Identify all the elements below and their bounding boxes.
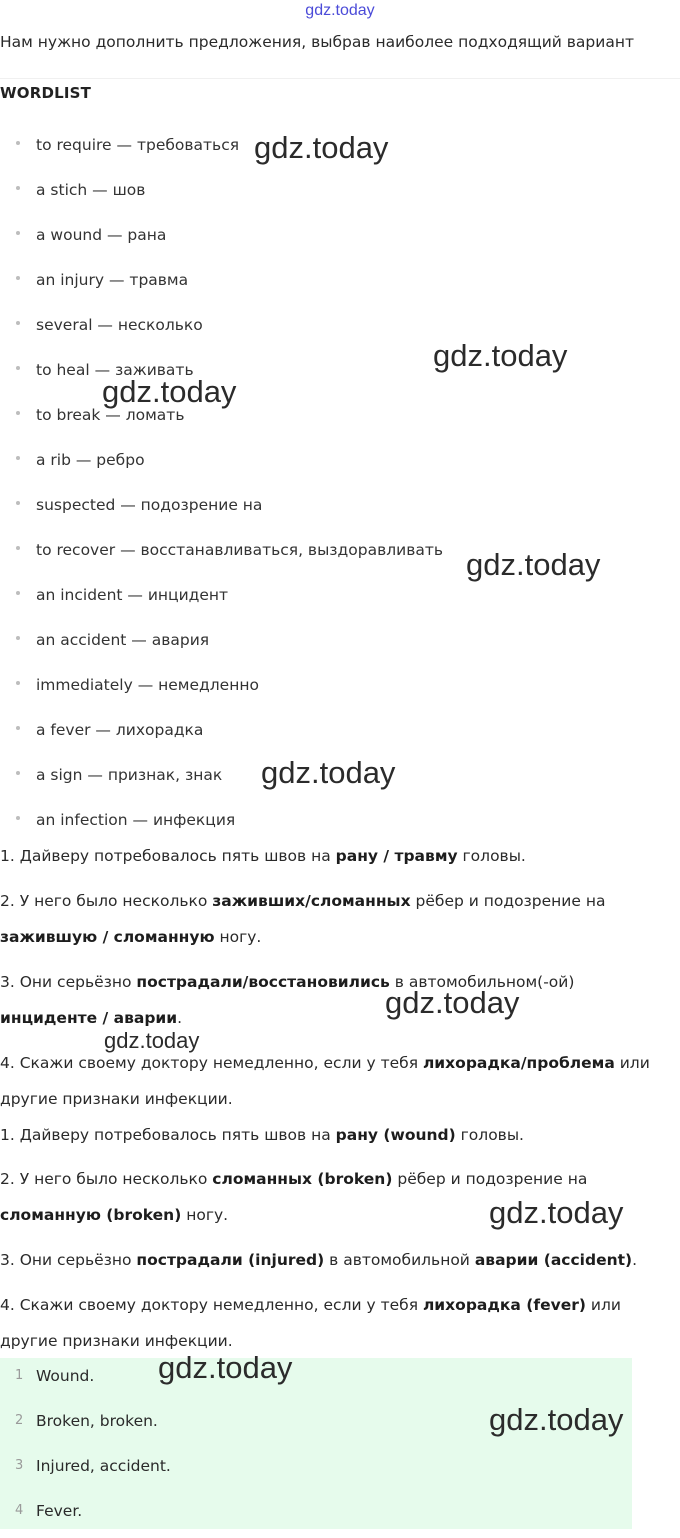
- bullet-icon: [16, 546, 20, 550]
- bullet-icon: [16, 771, 20, 775]
- watermark: gdz.today: [158, 1350, 293, 1385]
- wordlist-entry: a rib — ребро: [36, 451, 145, 469]
- intro-text: Нам нужно дополнить предложения, выбрав наиболее подходящий вариант: [0, 33, 635, 51]
- bullet-icon: [16, 141, 20, 145]
- bullet-icon: [16, 186, 20, 190]
- list-item: [0, 574, 680, 619]
- answer-number: 1: [15, 1368, 24, 1383]
- list-item: [0, 349, 680, 394]
- list-item: [0, 529, 680, 574]
- watermark: gdz.today: [261, 755, 396, 790]
- wordlist-entry: a wound — рана: [36, 226, 167, 244]
- list-item: [0, 754, 680, 799]
- answer-text: Broken, broken.: [36, 1412, 158, 1430]
- wordlist-entry: several — несколько: [36, 316, 203, 334]
- list-item: [0, 124, 680, 169]
- list-item: [0, 1493, 632, 1538]
- wordlist-entry: suspected — подозрение на: [36, 496, 263, 514]
- bullet-icon: [16, 591, 20, 595]
- top-watermark: gdz.today: [305, 2, 375, 19]
- task-sentence-2: 2. У него было несколько заживших/сломанных рёбер и подозрение на зажившую / сломанную ногу.: [0, 892, 606, 946]
- answer-number: 2: [15, 1413, 24, 1428]
- solution-sentence-4: 4. Скажи своему доктору немедленно, если у тебя лихорадка (fever) или другие признаки инфекции.: [0, 1296, 621, 1350]
- watermark: gdz.today: [466, 547, 601, 582]
- list-item: [0, 1448, 632, 1493]
- list-item: [0, 619, 680, 664]
- watermark: gdz.today: [489, 1402, 624, 1437]
- wordlist-entry: a fever — лихорадка: [36, 721, 204, 739]
- answer-text: Wound.: [36, 1367, 95, 1385]
- list-item: [0, 394, 680, 439]
- watermark: gdz.today: [489, 1195, 624, 1230]
- solution-sentence-3: 3. Они серьёзно пострадали (injured) в автомобильной аварии (accident).: [0, 1251, 638, 1269]
- list-item: [0, 304, 680, 349]
- watermark: gdz.today: [385, 985, 520, 1020]
- list-item: [0, 664, 680, 709]
- wordlist-title: WORDLIST: [0, 84, 92, 102]
- list-item: [0, 214, 680, 259]
- answers-list: [0, 1358, 632, 1529]
- watermark: gdz.today: [102, 374, 237, 409]
- watermark: gdz.today: [433, 338, 568, 373]
- bullet-icon: [16, 816, 20, 820]
- solution-sentence-2: 2. У него было несколько сломанных (broken) рёбер и подозрение на сломанную (broken) ногу.: [0, 1170, 588, 1224]
- wordlist-entry: a stich — шов: [36, 181, 146, 199]
- list-item: [0, 1358, 632, 1403]
- wordlist-entry: to recover — восстанавливаться, выздоравливать: [36, 541, 443, 559]
- bullet-icon: [16, 456, 20, 460]
- list-item: [0, 709, 680, 754]
- bullet-icon: [16, 321, 20, 325]
- task-sentence-1: 1. Дайверу потребовалось пять швов на рану / травму головы.: [0, 847, 526, 865]
- wordlist-entry: a sign — признак, знак: [36, 766, 223, 784]
- wordlist-entry: an incident — инцидент: [36, 586, 229, 604]
- wordlist-entry: an injury — травма: [36, 271, 189, 289]
- bullet-icon: [16, 636, 20, 640]
- bullet-icon: [16, 681, 20, 685]
- wordlist-entry: immediately — немедленно: [36, 676, 259, 694]
- task-sentence-3: 3. Они серьёзно пострадали/восстановились в автомобильном(-ой) инциденте / аварии.: [0, 973, 575, 1027]
- wordlist-entry: an accident — авария: [36, 631, 210, 649]
- list-item: [0, 259, 680, 304]
- answer-text: Fever.: [36, 1502, 83, 1520]
- solution-sentence-1: 1. Дайверу потребовалось пять швов на рану (wound) головы.: [0, 1126, 524, 1144]
- wordlist-entry: an infection — инфекция: [36, 811, 236, 829]
- wordlist: [0, 124, 680, 844]
- bullet-icon: [16, 411, 20, 415]
- wordlist-entry: to require — требоваться: [36, 136, 240, 154]
- list-item: [0, 439, 680, 484]
- bullet-icon: [16, 726, 20, 730]
- bullet-icon: [16, 276, 20, 280]
- bullet-icon: [16, 231, 20, 235]
- bullet-icon: [16, 366, 20, 370]
- divider: [0, 78, 680, 79]
- answer-text: Injured, accident.: [36, 1457, 171, 1475]
- task-sentence-4: 4. Скажи своему доктору немедленно, если у тебя лихорадка/проблема или другие признаки инфекции.: [0, 1054, 650, 1108]
- wordlist-entry: to break — ломать: [36, 406, 185, 424]
- list-item: [0, 169, 680, 214]
- answer-number: 3: [15, 1458, 24, 1473]
- watermark: gdz.today: [254, 130, 389, 165]
- list-item: [0, 1403, 632, 1448]
- list-item: [0, 484, 680, 529]
- wordlist-entry: to heal — заживать: [36, 361, 194, 379]
- watermark: gdz.today: [104, 1028, 200, 1053]
- answer-number: 4: [15, 1503, 24, 1518]
- bullet-icon: [16, 501, 20, 505]
